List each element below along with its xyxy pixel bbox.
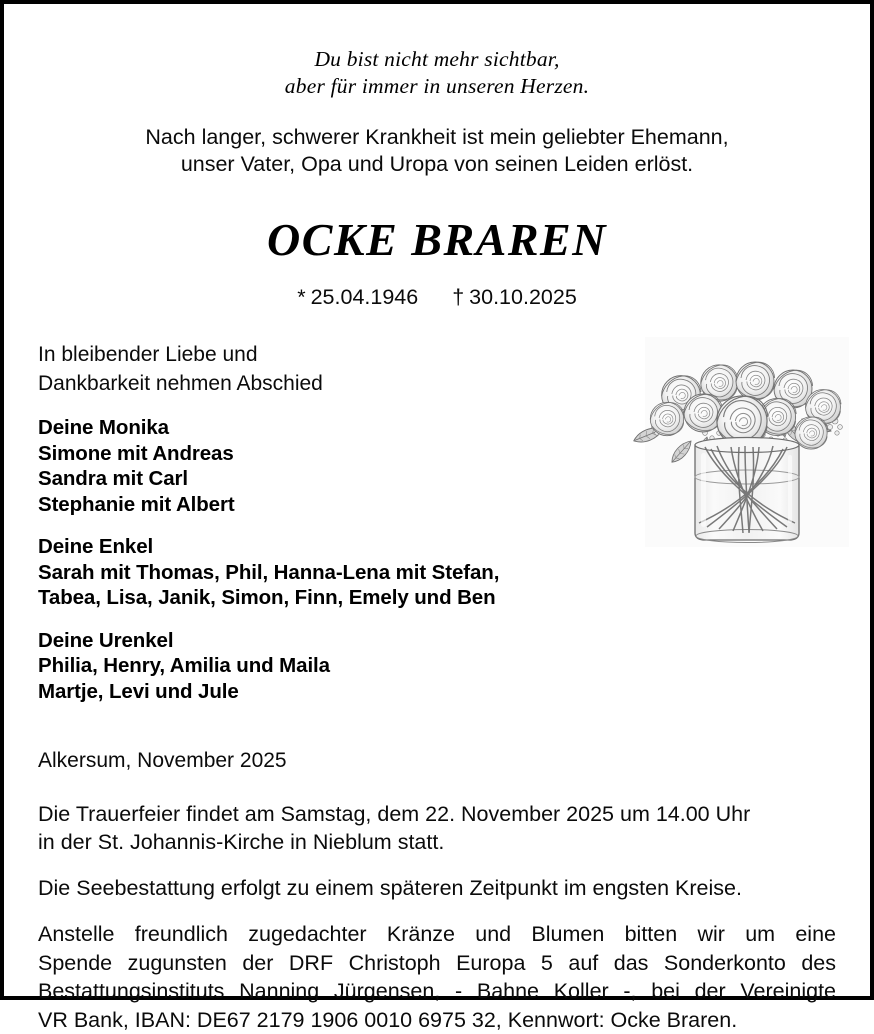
mourning-lead [38, 340, 598, 398]
mourner-name-line: Martje, Levi und Jule [38, 679, 598, 705]
birth-date: 25.04.1946 [311, 285, 419, 309]
mourner-name-line: Tabea, Lisa, Janik, Simon, Finn, Emely und Ben [38, 585, 598, 611]
ceremony-details [38, 800, 836, 856]
place-and-date: Alkersum, November 2025 [38, 747, 836, 774]
donation-line-2: Spende zugunsten der DRF Christoph Europa 5 auf das Sonderkonto des [38, 949, 836, 978]
mourner-group-heading: Deine Enkel [38, 534, 598, 560]
notice-content [4, 4, 870, 996]
birth-date-group [297, 285, 418, 309]
donation-request [38, 920, 836, 1034]
life-dates [38, 284, 836, 310]
intro-line-2: unser Vater, Opa und Uropa von seinen Leiden erlöst. [38, 151, 836, 178]
epigraph [38, 4, 836, 100]
donation-line-1: Anstelle freundlich zugedachter Kränze und Blumen bitten wir um eine [38, 920, 836, 949]
mourner-name-line: Stephanie mit Albert [38, 492, 598, 518]
mourner-name-line: Sandra mit Carl [38, 466, 598, 492]
deceased-name: OCKE BRAREN [38, 214, 836, 266]
bouquet-svg [645, 337, 849, 547]
sea-burial-note: Die Seebestattung erfolgt zu einem späteren Zeitpunkt im engsten Kreise. [38, 874, 836, 902]
mourner-name-line: Sarah mit Thomas, Phil, Hanna-Lena mit Stefan, [38, 560, 598, 586]
death-date: 30.10.2025 [469, 285, 577, 309]
mourner-group-grandchildren [38, 534, 598, 611]
mourner-group-children [38, 415, 598, 517]
death-date-group [452, 285, 577, 309]
ceremony-line-1: Die Trauerfeier findet am Samstag, dem 22. November 2025 um 14.00 Uhr [38, 800, 836, 828]
cross-symbol-icon: † [452, 285, 464, 309]
mourner-name-line: Philia, Henry, Amilia und Maila [38, 653, 598, 679]
mourners-block [38, 340, 598, 704]
mourning-lead-line-2: Dankbarkeit nehmen Abschied [38, 369, 598, 398]
epigraph-line-2: aber für immer in unseren Herzen. [38, 73, 836, 100]
ceremony-line-2: in der St. Johannis-Kirche in Nieblum statt. [38, 828, 836, 856]
mourner-group-heading: Deine Urenkel [38, 628, 598, 654]
rose-bouquet-in-glass-vase-illustration [645, 337, 849, 547]
mourner-name-line: Simone mit Andreas [38, 441, 598, 467]
donation-line-3: Bestattungsinstituts Nanning Jürgensen, - Bahne Koller -, bei der Vereinigte [38, 977, 836, 1006]
intro-paragraph [38, 124, 836, 178]
donation-line-4: VR Bank, IBAN: DE67 2179 1906 0010 6975 32, Kennwort: Ocke Braren. [38, 1006, 836, 1034]
birth-symbol-icon: * [297, 285, 305, 309]
intro-line-1: Nach langer, schwerer Krankheit ist mein geliebter Ehemann, [38, 124, 836, 151]
mourning-lead-line-1: In bleibender Liebe und [38, 340, 598, 369]
mourners-and-illustration [38, 340, 836, 704]
mourner-group-heading: Deine Monika [38, 415, 598, 441]
epigraph-line-1: Du bist nicht mehr sichtbar, [38, 46, 836, 73]
mourner-group-great-grandchildren [38, 628, 598, 705]
